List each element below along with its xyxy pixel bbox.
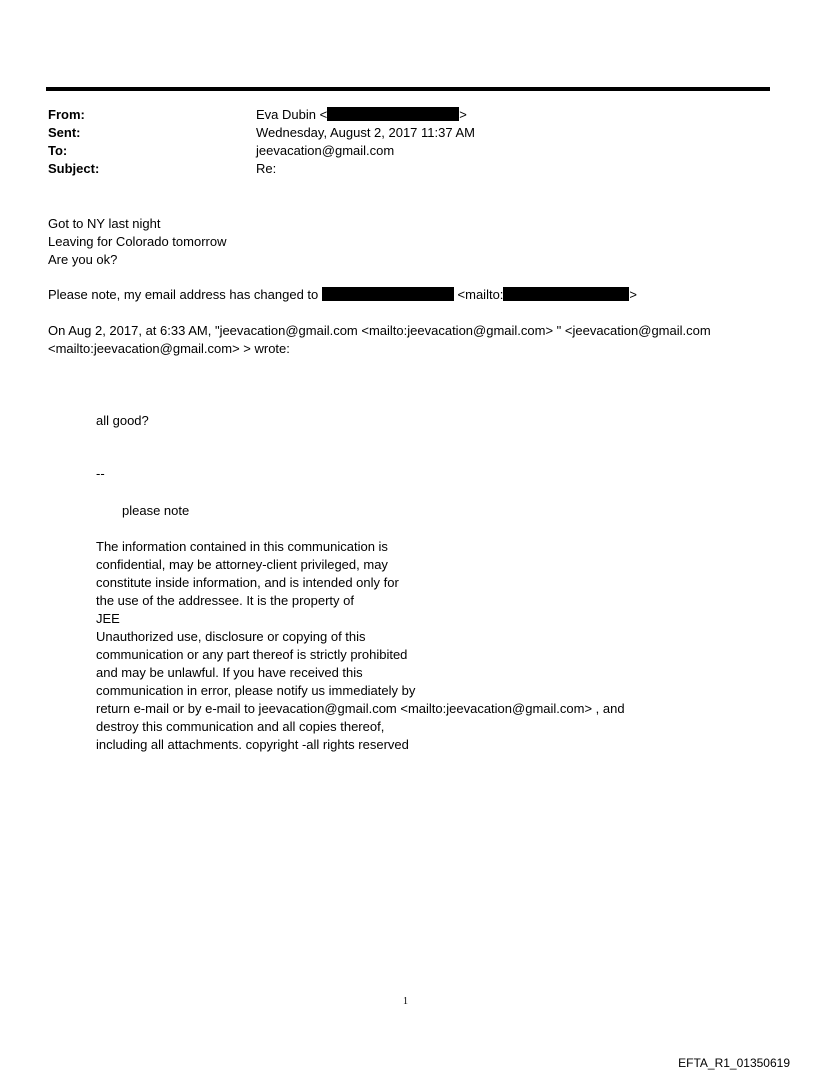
disclaimer-line: JEE — [96, 611, 120, 626]
disclaimer-line: constitute inside information, and is intended only for — [96, 575, 399, 590]
body-line-1: Got to NY last night — [48, 216, 161, 231]
email-notice-mailto: <mailto: — [457, 287, 504, 302]
disclaimer-line: the use of the addressee. It is the property of — [96, 593, 354, 608]
from-name: Eva Dubin < — [256, 107, 328, 122]
body-line-3: Are you ok? — [48, 252, 118, 267]
body-line-2: Leaving for Colorado tomorrow — [48, 234, 227, 249]
redaction-box — [327, 107, 459, 121]
please-note: please note — [122, 503, 190, 518]
email-notice-prefix: Please note, my email address has changed to — [48, 287, 319, 302]
quoted-separator: -- — [96, 466, 105, 481]
subject-label: Subject: — [48, 161, 100, 176]
redaction-box — [322, 287, 454, 301]
page-number: 1 — [403, 996, 408, 1007]
disclaimer-line: Unauthorized use, disclosure or copying of this — [96, 629, 366, 644]
from-suffix: > — [459, 107, 467, 122]
disclaimer-line: confidential, may be attorney-client privileged, may — [96, 557, 388, 572]
disclaimer-line: communication in error, please notify us immediately by — [96, 683, 416, 698]
email-change-notice — [48, 287, 637, 302]
to-value: jeevacation@gmail.com — [256, 143, 395, 158]
redaction-box — [503, 287, 629, 301]
from-value — [256, 107, 467, 122]
disclaimer-line: communication or any part thereof is strictly prohibited — [96, 647, 408, 662]
bates-number: EFTA_R1_01350619 — [678, 1056, 790, 1070]
quote-intro-1: On Aug 2, 2017, at 6:33 AM, "jeevacation@gmail.com <mailto:jeevacation@gmail.com> " <jeevacation@gmail.com — [48, 323, 711, 338]
disclaimer-line: destroy this communication and all copies thereof, — [96, 719, 385, 734]
sent-label: Sent: — [48, 125, 81, 140]
disclaimer-line: including all attachments. copyright -all rights reserved — [96, 737, 409, 752]
disclaimer-line: The information contained in this communication is — [96, 539, 388, 554]
sent-value: Wednesday, August 2, 2017 11:37 AM — [256, 125, 475, 140]
email-notice-suffix: > — [629, 287, 638, 302]
from-label: From: — [48, 107, 85, 122]
quoted-message: all good? — [96, 413, 149, 428]
to-label: To: — [48, 143, 68, 158]
quote-intro-2: <mailto:jeevacation@gmail.com> > wrote: — [48, 341, 290, 356]
disclaimer-line: return e-mail or by e-mail to jeevacation@gmail.com <mailto:jeevacation@gmail.com> , and — [96, 701, 625, 716]
header-rule — [46, 87, 770, 91]
disclaimer-line: and may be unlawful. If you have received this — [96, 665, 363, 680]
subject-value: Re: — [256, 161, 277, 176]
